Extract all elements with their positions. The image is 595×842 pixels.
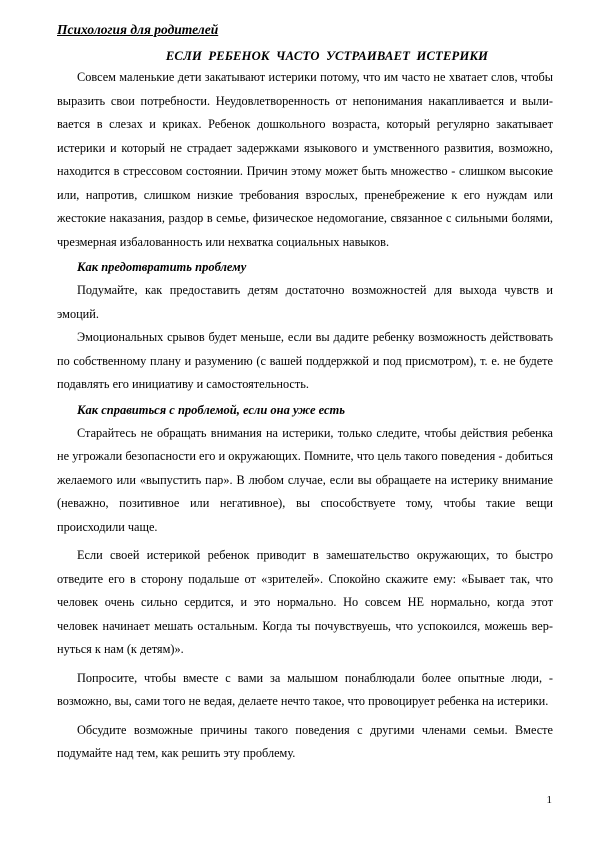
paragraph-intro: Совсем маленькие дети закатывают истерики потому, что им часто не хватает слов, чтобы выразить свои потребности. Неудовлетворенность от непонимания накапливается и выли-вается в слезах и криках. Ребенок дошкольного возраста, который регулярно закатывает истерики и который не страдает задержками языкового и умственного развития, возможно, находится в стрессовом состоянии. Причин этому может быть множество - слишком высокие или, напротив, слишком низкие требования взрослых, пренебрежение к его нуждам или жестокие наказания, раздор в семье, физическое недомогание, связанное с сильными болями, чрезмерная избалованность или нехватка социальных навыков.	[57, 70, 553, 249]
article-title: ЕСЛИ РЕБЕНОК ЧАСТО УСТРАИВАЕТ ИСТЕРИКИ	[165, 49, 489, 63]
paragraph-cope-3: Попросите, чтобы вместе с вами за малышом понаблюдали более опытные люди, - возможно, вы, сами того не ведая, делаете нечто такое, что провоцирует ребенка на истерики.	[57, 670, 553, 708]
paragraph-cope-4: Обсудите возможные причины такого поведения с другими членами семьи. Вместе подумайте над тем, как решить эту проблему.	[57, 722, 553, 760]
page-number: 1	[546, 794, 552, 806]
paragraph-cope-2: Если своей истерикой ребенок приводит в замешательство окружающих, то быстро отведите его в сторону подальше от «зрителей». Спокойно скажите ему: «Бывает так, что человек очень сильно сердится, и это нормально. Но совсем НЕ нормально, когда этот человек начинает мешать остальным. Когда ты почувствуешь, что успокоился, можешь вер-нуться к нам (к детям)».	[57, 548, 553, 656]
paragraph-prevent-1: Подумайте, как предоставить детям достаточно возможностей для выхода чувств и эмоций.	[57, 283, 553, 321]
paragraph-prevent-2: Эмоциональных срывов будет меньше, если вы дадите ребенку возможность действовать по собственному плану и разумению (с вашей поддержкой и под присмотром), т. е. не будете подавлять его инициативу и самостоятельность.	[57, 330, 553, 391]
paragraph-cope-1: Старайтесь не обращать внимания на истерики, только следите, чтобы действия ребенка не угрожали безопасности его и окружающих. Помните, что цель такого поведения - добиться желаемого или «выпустить пар». В любом случае, если вы обращаете на истерику внимание (неважно, позитивное или негативное), вы способствуете тому, чтобы такие вещи происходили чаще.	[57, 425, 553, 534]
subheading-prevent: Как предотвратить проблему	[77, 260, 247, 274]
document-page	[57, 22, 553, 766]
section-header: Психология для родителей	[57, 22, 219, 37]
subheading-cope: Как справиться с проблемой, если она уже есть	[77, 402, 345, 417]
